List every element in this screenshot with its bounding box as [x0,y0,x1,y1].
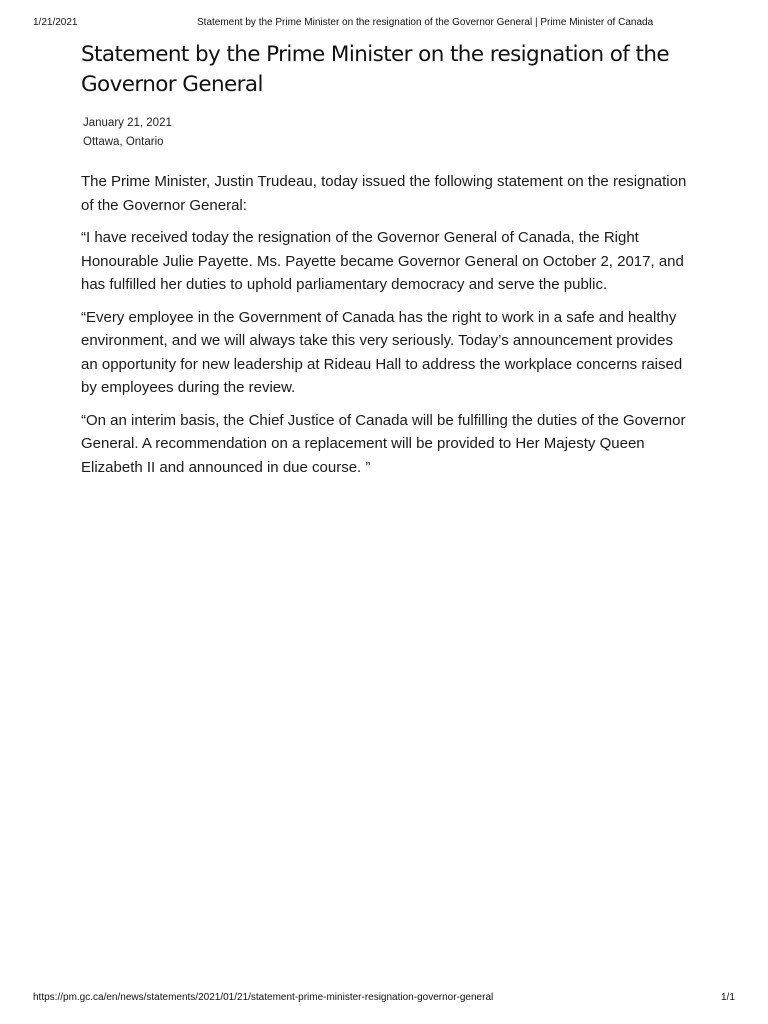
print-header [0,17,768,31]
article-paragraph: “Every employee in the Government of Canada has the right to work in a safe and healthy environment, and we will always take this very seriously. Today’s announcement provides an opportunity for new leadership at Rideau Hall to address the workplace concerns raised by employees during the review. [81,308,683,396]
article [81,40,691,488]
article-title: Statement by the Prime Minister on the resignation of the Governor General [81,42,669,97]
print-footer [0,992,768,1006]
print-page-number: 1/1 [721,992,735,1003]
article-date: January 21, 2021 [83,117,172,129]
article-paragraph: “On an interim basis, the Chief Justice of Canada will be fulfilling the duties of the Governor General. A recommendation on a replacement will be provided to Her Majesty Queen Elizabeth II and announced in due course. ” [81,411,686,476]
article-paragraph: “I have received today the resignation of the Governor General of Canada, the Right Honourable Julie Payette. Ms. Payette became Governor General on October 2, 2017, and has fulfilled her duties to uphold parliamentary democracy and serve the public. [81,229,684,293]
article-location: Ottawa, Ontario [83,136,164,148]
print-page-title: Statement by the Prime Minister on the resignation of the Governor General | Prime Minister of Canada [197,17,654,28]
article-body [81,170,691,479]
print-url: https://pm.gc.ca/en/news/statements/2021/01/21/statement-prime-minister-resignation-governor-general [33,992,494,1003]
article-meta [81,114,691,152]
article-paragraph: The Prime Minister, Justin Trudeau, today issued the following statement on the resignation of the Governor General: [81,173,687,214]
print-date: 1/21/2021 [33,17,78,28]
